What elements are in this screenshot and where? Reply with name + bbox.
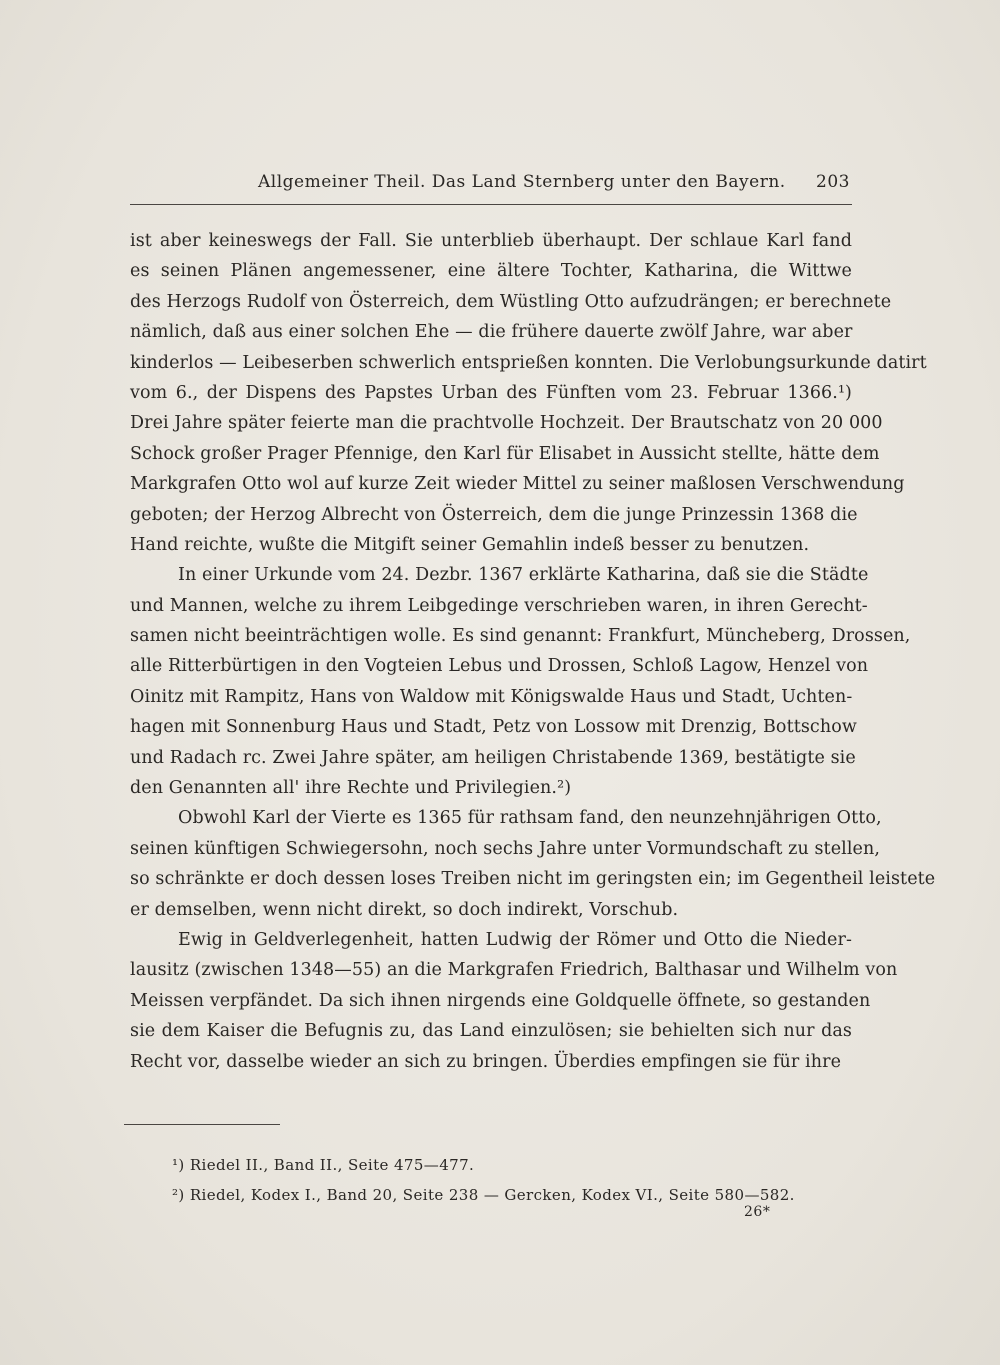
text-line: Drei Jahre später feierte man die prachtvolle Hochzeit. Der Brautschatz von 20 000	[130, 413, 883, 434]
text-line: ist aber keineswegs der Fall. Sie unterblieb überhaupt. Der schlaue Karl fand	[130, 231, 852, 251]
text-line: und Mannen, welche zu ihrem Leibgedinge verschrieben waren, in ihren Gerecht-	[130, 595, 868, 616]
text-line: geboten; der Herzog Albrecht von Österreich, dem die junge Prinzessin 1368 die	[130, 504, 858, 525]
text-line: und Radach rc. Zwei Jahre später, am heiligen Christabende 1369, bestätigte sie	[130, 747, 856, 768]
text-line: er demselben, wenn nicht direkt, so doch indirekt, Vorschub.	[130, 899, 679, 920]
text-line: Hand reichte, wußte die Mitgift seiner Gemahlin indeß besser zu benutzen.	[130, 534, 810, 555]
header-divider	[130, 204, 852, 205]
text-line: seinen künftigen Schwiegersohn, noch sechs Jahre unter Vormundschaft zu stellen,	[130, 838, 881, 859]
text-line: hagen mit Sonnenburg Haus und Stadt, Petz von Lossow mit Drenzig, Bottschow	[130, 717, 857, 738]
text-line: des Herzogs Rudolf von Österreich, dem Wüstling Otto aufzudrängen; er berechnete	[130, 291, 892, 312]
running-title: Allgemeiner Theil. Das Land Sternberg unter den Bayern.	[258, 172, 786, 192]
footnotes	[172, 1150, 832, 1210]
text-line: es seinen Plänen angemessener, eine ältere Tochter, Katharina, die Wittwe	[130, 261, 852, 282]
text-line: Markgrafen Otto wol auf kurze Zeit wieder Mittel zu seiner maßlosen Verschwendung	[130, 474, 905, 495]
paragraph	[130, 560, 911, 803]
text-line: Meissen verpfändet. Da sich ihnen nirgends eine Goldquelle öffnete, so gestanden	[130, 990, 871, 1011]
paragraph	[130, 925, 898, 1077]
text-line: so schränkte er doch dessen loses Treiben nicht im geringsten ein; im Gegentheil leistete	[130, 869, 936, 890]
text-line: sie dem Kaiser die Befugnis zu, das Land einzulösen; sie behielten sich nur das	[130, 1021, 852, 1042]
text-line: kinderlos — Leibeserben schwerlich entsprießen konnten. Die Verlobungsurkunde datirt	[130, 352, 927, 373]
text-line: In einer Urkunde vom 24. Dezbr. 1367 erklärte Katharina, daß sie die Städte	[178, 565, 869, 586]
footnote-1: ¹) Riedel II., Band II., Seite 475—477.	[172, 1156, 475, 1174]
text-line: Schock großer Prager Pfennige, den Karl für Elisabet in Aussicht stellte, hätte dem	[130, 443, 880, 464]
body-text	[130, 226, 936, 1077]
text-line: Recht vor, dasselbe wieder an sich zu bringen. Überdies empfingen sie für ihre	[130, 1051, 842, 1072]
signature-mark: 26*	[744, 1204, 771, 1220]
text-line: Ewig in Geldverlegenheit, hatten Ludwig der Römer und Otto die Nieder-	[178, 929, 852, 950]
text-line: alle Ritterbürtigen in den Vogteien Lebus und Drossen, Schloß Lagow, Henzel von	[130, 656, 869, 677]
text-line: den Genannten all' ihre Rechte und Privilegien.²)	[130, 778, 572, 799]
running-header	[130, 172, 850, 202]
text-line: Oinitz mit Rampitz, Hans von Waldow mit Königswalde Haus und Stadt, Uchten-	[130, 686, 853, 707]
footnote-divider	[124, 1124, 280, 1125]
text-line: nämlich, daß aus einer solchen Ehe — die frühere dauerte zwölf Jahre, war aber	[130, 322, 853, 343]
footnote-2: ²) Riedel, Kodex I., Band 20, Seite 238 — Gercken, Kodex VI., Seite 580—582.	[172, 1186, 795, 1204]
text-line: vom 6., der Dispens des Papstes Urban des Fünften vom 23. Februar 1366.¹)	[130, 382, 852, 403]
page-number: 203	[816, 172, 850, 192]
text-line: lausitz (zwischen 1348—55) an die Markgrafen Friedrich, Balthasar und Wilhelm von	[130, 960, 898, 981]
text-line: Obwohl Karl der Vierte es 1365 für rathsam fand, den neunzehnjährigen Otto,	[178, 808, 882, 829]
paragraph	[130, 226, 927, 560]
text-line: samen nicht beeinträchtigen wolle. Es sind genannt: Frankfurt, Müncheberg, Drossen,	[130, 626, 911, 647]
paragraph	[130, 803, 936, 925]
